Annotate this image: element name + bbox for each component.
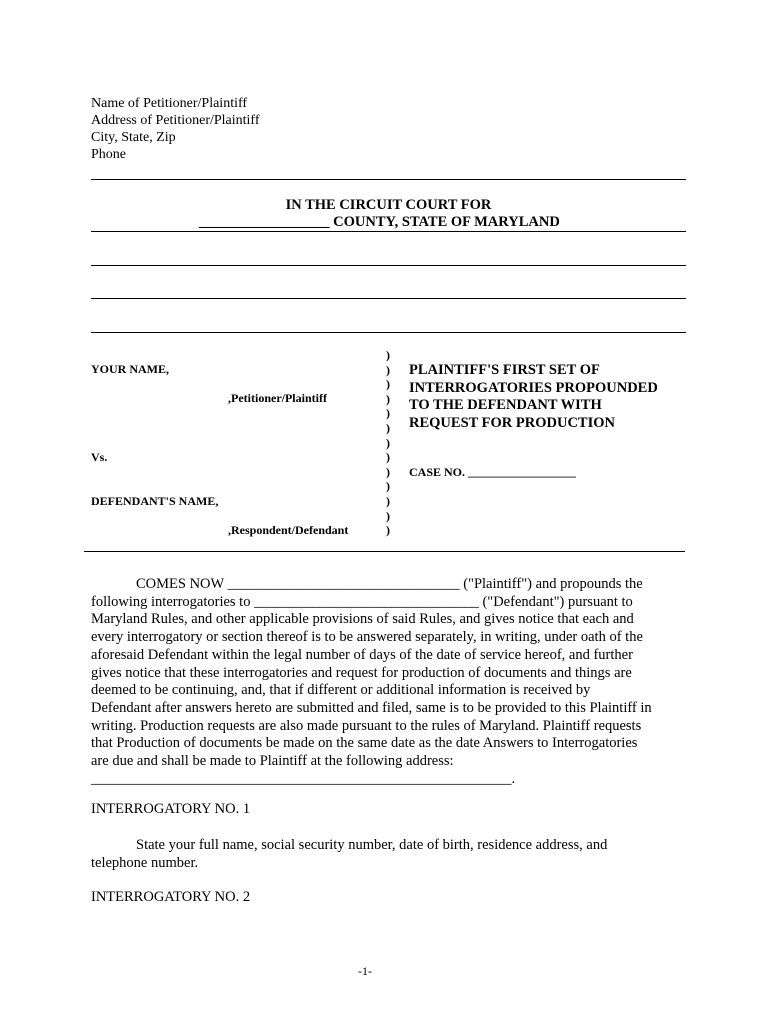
intro-line: gives notice that these interrogatories and request for production of documents and things are: [91, 664, 632, 681]
caption-paren: ): [386, 391, 390, 406]
interrogatory-1-line: telephone number.: [91, 854, 199, 871]
caption-paren: ): [386, 421, 390, 435]
address-blank-line: __________________________________________________________.: [91, 770, 516, 787]
petitioner-address-line: Address of Petitioner/Plaintiff: [91, 113, 260, 128]
respondent-defendant-label: ,Respondent/Defendant: [228, 523, 349, 537]
page-number: -1-: [358, 964, 372, 978]
petitioner-name-line: Name of Petitioner/Plaintiff: [91, 96, 248, 111]
blank-line-3: [91, 332, 686, 333]
case-number: CASE NO. __________________: [409, 465, 577, 479]
interrogatory-2-heading: INTERROGATORY NO. 2: [91, 889, 251, 905]
caption-paren: ): [386, 450, 390, 465]
blank-line-2: [91, 298, 686, 299]
caption-paren: ): [386, 406, 390, 421]
caption-paren: ): [386, 494, 390, 508]
document-title-line: PLAINTIFF'S FIRST SET OF: [409, 362, 600, 378]
intro-line: Maryland Rules, and other applicable provisions of said Rules, and gives notice that each and: [91, 611, 634, 628]
intro-paragraph: [91, 576, 687, 788]
document-title: [409, 362, 658, 432]
caption-paren: ): [386, 348, 390, 362]
court-line-underline: [91, 231, 686, 232]
document-title-line: TO THE DEFENDANT WITH: [409, 397, 602, 413]
court-title: IN THE CIRCUIT COURT FOR: [285, 197, 492, 213]
document-title-line: INTERROGATORIES PROPOUNDED: [409, 379, 658, 396]
caption-paren: ): [386, 377, 390, 392]
caption-paren: ): [386, 508, 390, 523]
interrogatory-1-heading: INTERROGATORY NO. 1: [91, 801, 251, 817]
caption-paren: ): [386, 523, 390, 538]
intro-line: that Production of documents be made on the same date as the date Answers to Interrogatories: [91, 735, 638, 752]
interrogatory-1-text: [91, 837, 687, 872]
header-divider: [91, 179, 686, 180]
intro-line: following interrogatories to _______________________________ ("Defendant") pursuant to: [91, 593, 633, 610]
intro-line: aforesaid Defendant within the legal number of days of the date of service hereof, and further: [91, 646, 633, 663]
document-title-line: REQUEST FOR PRODUCTION: [409, 414, 615, 431]
intro-line: writing. Production requests are also made pursuant to the rules of Maryland. Plaintiff requests: [91, 717, 642, 734]
interrogatory-1-line: State your full name, social security number, date of birth, residence address, and: [136, 837, 608, 853]
defendant-name-label: DEFENDANT'S NAME,: [91, 494, 219, 508]
intro-line: COMES NOW ________________________________ ("Plaintiff") and propounds the: [136, 576, 643, 592]
intro-line: deemed to be continuing, and, that if different or additional information is received by: [91, 682, 591, 699]
caption-paren: ): [386, 435, 390, 450]
caption-paren: ): [386, 464, 390, 479]
intro-line: are due and shall be made to Plaintiff at the following address:: [91, 753, 454, 770]
caption-paren: ): [386, 479, 390, 494]
vs-label: Vs.: [91, 450, 108, 464]
blank-line-1: [91, 265, 686, 266]
city-state-zip-line: City, State, Zip: [91, 130, 176, 145]
phone-line: Phone: [91, 147, 126, 162]
your-name-label: YOUR NAME,: [91, 362, 169, 376]
caption-divider: [84, 551, 685, 552]
intro-line: every interrogatory or section thereof is to be answered separately, in writing, under oath of the: [91, 629, 643, 646]
caption-paren: ): [386, 362, 390, 377]
county-line: __________________ COUNTY, STATE OF MARYLAND: [199, 214, 560, 230]
petitioner-plaintiff-label: ,Petitioner/Plaintiff: [228, 391, 327, 405]
intro-line: Defendant after answers hereto are submitted and filed, same is to be provided to this Plaintiff in: [91, 699, 652, 716]
